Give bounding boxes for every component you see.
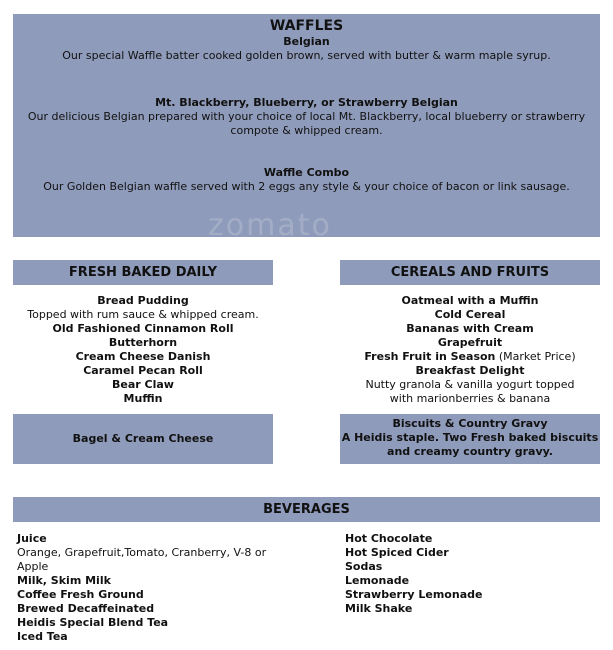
menu-item: Caramel Pecan Roll <box>83 364 203 377</box>
menu-item: Bear Claw <box>112 378 174 391</box>
item-desc: A Heidis staple. Two Fresh baked biscuits and creamy country gravy. <box>341 431 599 458</box>
item-name: Belgian <box>283 35 330 48</box>
item-note: (Market Price) <box>498 350 576 363</box>
menu-item: Bananas with Cream <box>406 322 534 335</box>
beverages-right <box>345 532 595 616</box>
menu-item <box>13 96 600 138</box>
menu-item: Milk Shake <box>345 602 413 615</box>
menu-item: Hot Chocolate <box>345 532 433 545</box>
waffles-section <box>13 14 600 237</box>
bagel-box: Bagel & Cream Cheese <box>13 414 273 464</box>
menu-item: Breakfast Delight <box>415 364 525 377</box>
beverages-header: BEVERAGES <box>13 497 600 522</box>
menu-item: Sodas <box>345 560 383 573</box>
menu-item: Hot Spiced Cider <box>345 546 449 559</box>
watermark: zomato <box>208 208 332 243</box>
menu-item: Juice <box>17 532 47 545</box>
beverages-left <box>17 532 317 644</box>
item-name: Mt. Blackberry, Blueberry, or Strawberry Belgian <box>155 96 458 109</box>
menu-item: Strawberry Lemonade <box>345 588 483 601</box>
menu-item <box>13 166 600 194</box>
item-desc: Our special Waffle batter cooked golden brown, served with butter & warm maple syrup. <box>62 49 551 62</box>
menu-item: Brewed Decaffeinated <box>17 602 155 615</box>
item-desc: Our Golden Belgian waffle served with 2 eggs any style & your choice of bacon or link sausage. <box>43 180 570 193</box>
fresh-baked-list <box>13 294 273 406</box>
menu-item: Cold Cereal <box>434 308 506 321</box>
menu-item: Iced Tea <box>17 630 68 643</box>
item-desc: Orange, Grapefruit,Tomato, Cranberry, V-8 or Apple <box>17 546 267 573</box>
item-desc: Nutty granola & vanilla yogurt topped with marionberries & banana <box>365 378 575 405</box>
menu-item: Oatmeal with a Muffin <box>401 294 539 307</box>
item-desc: Topped with rum sauce & whipped cream. <box>27 308 259 321</box>
biscuits-box <box>340 414 600 464</box>
item-name: Fresh Fruit in Season <box>364 350 496 363</box>
menu-item: Butterhorn <box>108 336 178 349</box>
cereals-list <box>340 294 600 406</box>
fresh-baked-header: FRESH BAKED DAILY <box>13 260 273 285</box>
menu-item: Heidis Special Blend Tea <box>17 616 169 629</box>
menu-item: Old Fashioned Cinnamon Roll <box>52 322 234 335</box>
item-name: Waffle Combo <box>263 166 350 179</box>
cereals-header: CEREALS AND FRUITS <box>340 260 600 285</box>
item-name: Biscuits & Country Gravy <box>392 417 548 430</box>
menu-item <box>13 35 600 63</box>
item-desc: Our delicious Belgian prepared with your choice of local Mt. Blackberry, local blueberry or strawberry compote & whipped cream. <box>27 110 586 137</box>
menu-item <box>340 350 600 364</box>
menu-item: Grapefruit <box>437 336 503 349</box>
waffles-title: WAFFLES <box>269 18 344 34</box>
menu-item: Cream Cheese Danish <box>75 350 211 363</box>
menu-item: Coffee Fresh Ground <box>17 588 144 601</box>
menu-item: Muffin <box>123 392 163 405</box>
menu-item: Lemonade <box>345 574 410 587</box>
menu-item: Bread Pudding <box>97 294 189 307</box>
menu-item: Milk, Skim Milk <box>17 574 111 587</box>
